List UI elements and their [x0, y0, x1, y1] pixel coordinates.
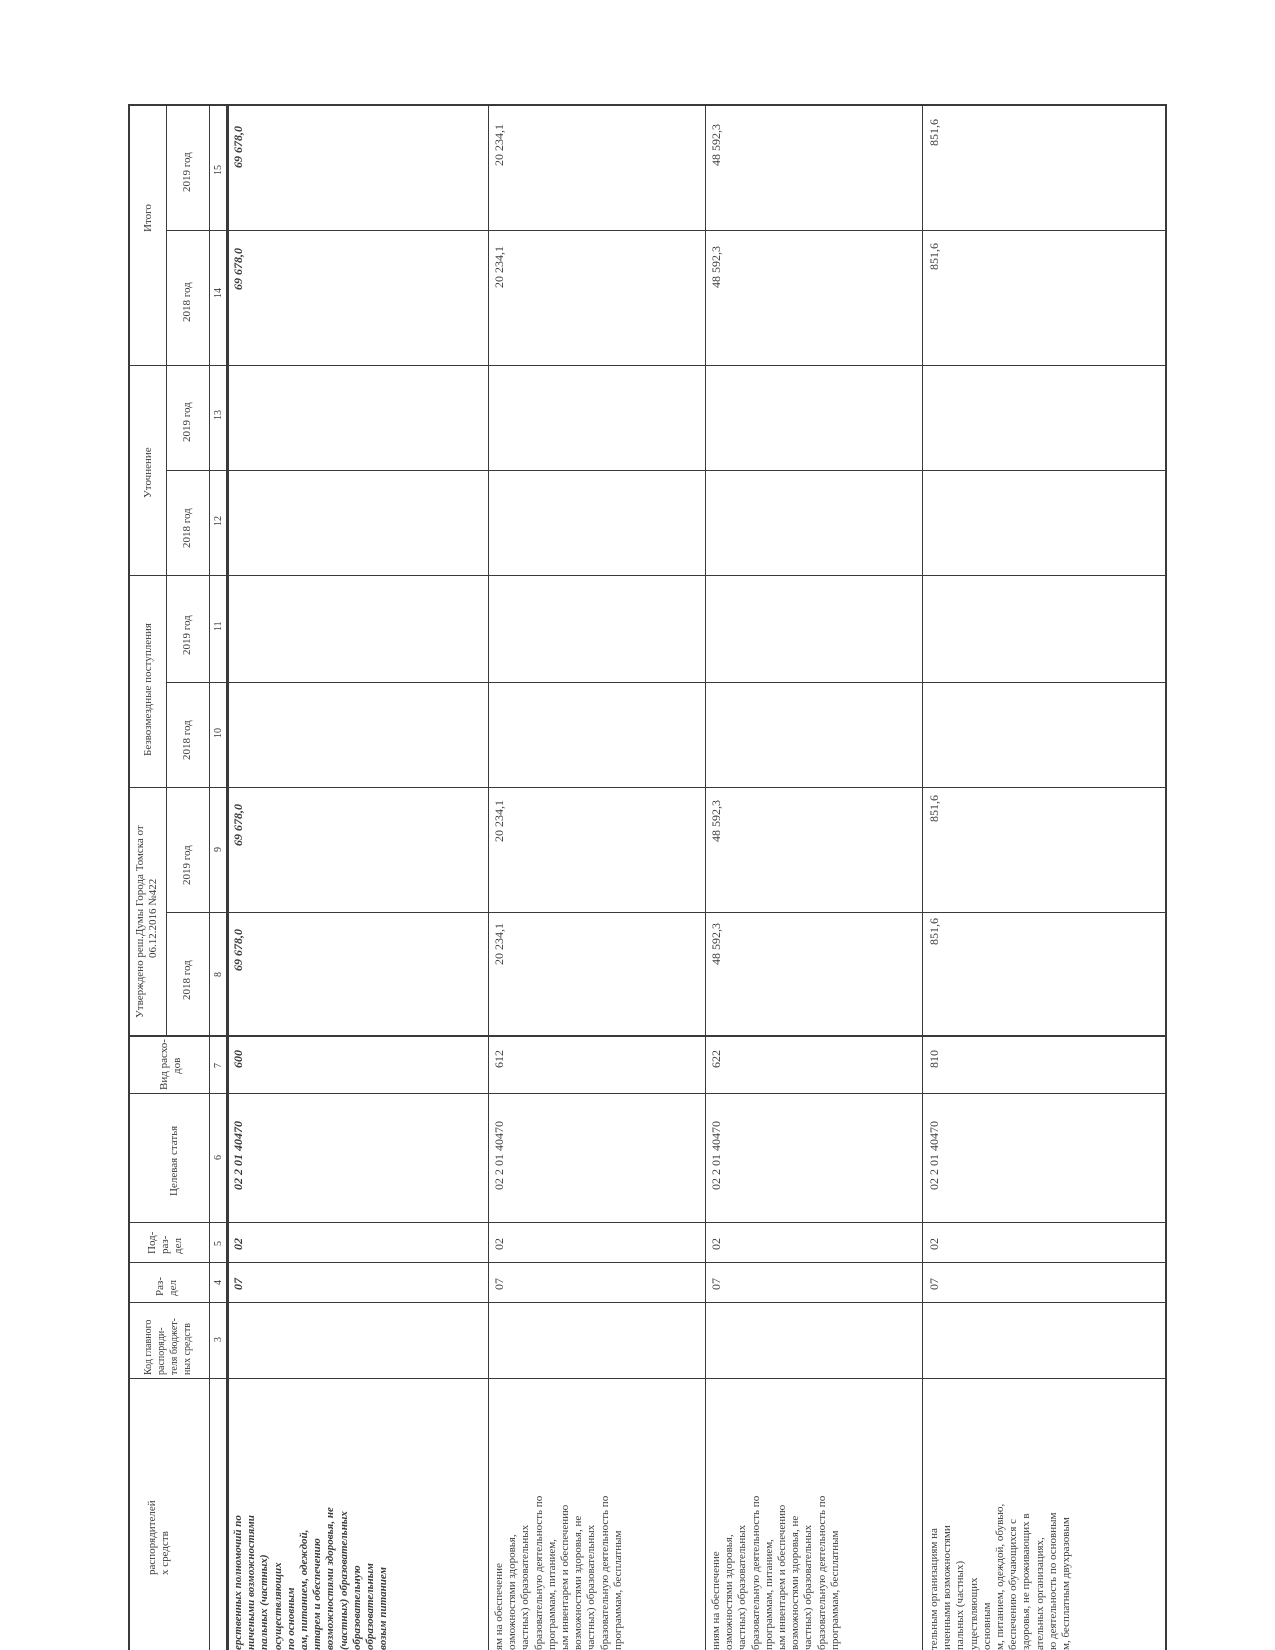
- row4-desc-line: м, бесплатным двухразовым: [1060, 1517, 1073, 1650]
- col-line-1035: [128, 1035, 1166, 1037]
- col-line-787: [128, 787, 1166, 788]
- row1-desc-line: возым питанием: [377, 1567, 390, 1650]
- row1-podrazdel: 02: [231, 1238, 245, 1250]
- row4-desc-line: уществляющих: [967, 1577, 980, 1650]
- col-line-1378: [128, 1378, 1166, 1379]
- row3-desc-line: ым инвентарем и обеспечению: [776, 1504, 789, 1650]
- row3-approved-2018: 48 592,3: [709, 923, 723, 965]
- colnum-4: 4: [213, 1280, 224, 1285]
- row1-desc-line: по основным: [284, 1587, 297, 1650]
- row-divider-2: [705, 104, 706, 1650]
- row2-description: [493, 1496, 625, 1650]
- row3-desc-line: ниям на обеспечение: [710, 1551, 722, 1650]
- col-line-1262: [128, 1262, 1166, 1263]
- row4-razdel: 07: [927, 1278, 941, 1290]
- row4-total-2019: 851,6: [927, 119, 941, 146]
- colnum-9: 9: [213, 847, 224, 852]
- year-2019-refine: 2019 год: [181, 402, 193, 442]
- header-target: Целевая статья: [168, 1125, 180, 1196]
- row1-razdel: 07: [231, 1278, 245, 1290]
- header-podrazdel-line-2: раз-: [159, 1235, 171, 1254]
- row4-podrazdel: 02: [927, 1238, 941, 1250]
- row4-description: [928, 1504, 1073, 1650]
- row1-desc-line: ничеными возможностями: [245, 1515, 258, 1650]
- row3-target: 02 2 01 40470: [709, 1121, 723, 1190]
- row1-description: [232, 1507, 390, 1650]
- table-border-left: [128, 104, 130, 1650]
- col-line-1222: [128, 1222, 1166, 1223]
- row3-desc-line: программам, бесплатным: [828, 1530, 841, 1650]
- header-podrazdel-line-3: дел: [172, 1238, 184, 1254]
- col-line-1302: [128, 1302, 1166, 1303]
- row2-desc-line: программам, питанием,: [545, 1539, 558, 1650]
- colnum-11: 11: [213, 621, 224, 631]
- row4-approved-2019: 851,6: [927, 795, 941, 822]
- header-code-line-4: ных средств: [182, 1323, 193, 1375]
- col-line-575: [128, 575, 1166, 576]
- group-divider-approved: [166, 787, 167, 1035]
- header-divider: [209, 104, 210, 1650]
- row4-desc-line: основным: [980, 1602, 993, 1650]
- header-code-line-3: теля бюджет-: [169, 1318, 180, 1375]
- row1-desc-line: пальных (частных): [258, 1554, 271, 1650]
- colnum-7: 7: [213, 1063, 224, 1068]
- header-razdel: [154, 1277, 180, 1296]
- row1-desc-line: (частных) образовательных: [337, 1511, 350, 1650]
- group-total-label: Итого: [142, 204, 154, 232]
- row3-desc-line: озможностями здоровья,: [723, 1534, 736, 1650]
- row4-vid: 810: [927, 1050, 941, 1068]
- row1-approved-2018: 69 678,0: [231, 929, 245, 971]
- row4-target: 02 2 01 40470: [927, 1121, 941, 1190]
- year-2019-nonbudget: 2019 год: [181, 615, 193, 655]
- group-approved-line-2: 06.12.2016 №422: [147, 878, 159, 958]
- row2-desc-line: программам, бесплатным: [611, 1530, 624, 1650]
- row3-vid: 622: [709, 1050, 723, 1068]
- colnum-8: 8: [213, 972, 224, 977]
- col-line-365: [128, 365, 1166, 366]
- row4-desc-line: беспечению обучающихся с: [1007, 1518, 1020, 1650]
- row2-desc-line: частных) образовательных: [519, 1524, 532, 1650]
- row2-desc-line: возможностями здоровья, не: [572, 1515, 585, 1650]
- year-2018-nonbudget: 2018 год: [181, 720, 193, 760]
- row2-razdel: 07: [492, 1278, 506, 1290]
- row4-desc-line: тельным организациям на: [928, 1528, 940, 1650]
- row1-desc-line: осуществляющих: [271, 1562, 284, 1650]
- row3-razdel: 07: [709, 1278, 723, 1290]
- row2-vid: 612: [492, 1050, 506, 1068]
- colnum-12: 12: [213, 516, 224, 526]
- header-razdel-line-1: Раз-: [154, 1276, 166, 1296]
- group-approved-line-1: Утверждено реш.Думы Города Томска от: [134, 825, 146, 1018]
- header-razdel-line-2: дел: [167, 1280, 179, 1296]
- row3-desc-line: частных) образовательных: [802, 1524, 815, 1650]
- year-2018-approved: 2018 год: [181, 960, 193, 1000]
- row3-desc-line: частных) образовательных: [736, 1524, 749, 1650]
- row2-desc-line: бразовательную деятельность по: [598, 1495, 611, 1650]
- row1-desc-line: возможностями здоровья, не: [324, 1507, 337, 1650]
- row2-desc-line: ям на обеспечение: [493, 1563, 505, 1650]
- row3-total-2019: 48 592,3: [709, 124, 723, 166]
- col-line-912: [166, 912, 1166, 913]
- row1-vid: 600: [231, 1050, 245, 1068]
- colnum-13: 13: [213, 410, 224, 420]
- header-podrazdel: [146, 1232, 185, 1254]
- row3-total-2018: 48 592,3: [709, 246, 723, 288]
- row1-total-2019: 69 678,0: [231, 126, 245, 168]
- col-line-682: [166, 682, 1166, 683]
- row2-total-2019: 20 234,1: [492, 124, 506, 166]
- table-border-right: [1165, 104, 1167, 1650]
- row3-desc-line: программам, питанием,: [762, 1539, 775, 1650]
- colnum-6: 6: [213, 1155, 224, 1160]
- header-podrazdel-line-1: Под-: [146, 1231, 158, 1254]
- header-vid-line-2: дов: [171, 1057, 183, 1074]
- col-line-1093: [128, 1093, 1166, 1094]
- row2-desc-line: частных) образовательных: [585, 1524, 598, 1650]
- row2-target: 02 2 01 40470: [492, 1121, 506, 1190]
- row1-desc-line: нтарем и обеспечению: [311, 1538, 324, 1650]
- colnum-3: 3: [213, 1337, 224, 1342]
- row-divider-1: [488, 104, 489, 1650]
- header-code-line-2: распоряди-: [156, 1327, 167, 1375]
- row-divider-3: [922, 104, 923, 1650]
- year-2019-approved: 2019 год: [181, 845, 193, 885]
- row2-desc-line: бразовательную деятельность по: [532, 1495, 545, 1650]
- year-2018-total: 2018 год: [181, 282, 193, 322]
- row4-desc-line: пальных (частных): [954, 1560, 967, 1650]
- col-line-470: [166, 470, 1166, 471]
- row2-approved-2019: 20 234,1: [492, 800, 506, 842]
- group-nonbudget-label: Безвозмездные поступления: [142, 623, 154, 756]
- group-divider-nonbudget: [166, 575, 167, 787]
- header-vid: [158, 1039, 184, 1090]
- row4-total-2018: 851,6: [927, 243, 941, 270]
- row1-desc-line: ам, питанием, одеждой,: [298, 1529, 311, 1650]
- group-refine-label: Уточнение: [142, 447, 154, 498]
- group-approved-label: [134, 825, 160, 1018]
- row2-desc-line: ым инвентарем и обеспечению: [559, 1504, 572, 1650]
- row1-desc-line: ерственных полномочий по: [232, 1515, 244, 1650]
- col-line-230: [166, 230, 1166, 231]
- row3-desc-line: возможностями здоровья, не: [789, 1515, 802, 1650]
- table-border-top: [128, 104, 1167, 106]
- row2-podrazdel: 02: [492, 1238, 506, 1250]
- colnum-5: 5: [213, 1241, 224, 1246]
- colnum-14: 14: [213, 288, 224, 298]
- row4-desc-line: здоровья, не проживающих в: [1020, 1513, 1033, 1650]
- year-2019-total: 2019 год: [181, 152, 193, 192]
- row3-podrazdel: 02: [709, 1238, 723, 1250]
- header-code-line-1: Код главного: [143, 1319, 154, 1375]
- row4-desc-line: иченными возможностями: [941, 1525, 954, 1650]
- colnum-15: 15: [213, 165, 224, 175]
- row4-desc-line: м, питанием, одеждой, обувью,: [994, 1503, 1007, 1650]
- row4-desc-line: ательных организациях,: [1033, 1537, 1046, 1650]
- header-name-line-2: х средств: [159, 1531, 171, 1575]
- header-vid-line-1: Вид расхо-: [158, 1039, 170, 1090]
- colnum-10: 10: [213, 728, 224, 738]
- row1-approved-2019: 69 678,0: [231, 804, 245, 846]
- colnum-divider: [226, 104, 229, 1650]
- row3-desc-line: бразовательную деятельность по: [749, 1495, 762, 1650]
- row1-desc-line: образовательным: [364, 1563, 377, 1650]
- header-code: [142, 1318, 194, 1375]
- header-name: [146, 1500, 172, 1650]
- row1-total-2018: 69 678,0: [231, 248, 245, 290]
- row2-desc-line: озможностями здоровья,: [506, 1534, 519, 1650]
- header-name-line-1: распорядителей: [146, 1500, 158, 1575]
- row1-target: 02 2 01 40470: [231, 1121, 245, 1190]
- row1-desc-line: образовательную: [350, 1565, 363, 1650]
- group-divider-total: [166, 104, 167, 365]
- row2-approved-2018: 20 234,1: [492, 923, 506, 965]
- row3-approved-2019: 48 592,3: [709, 800, 723, 842]
- row3-desc-line: бразовательную деятельность по: [815, 1495, 828, 1650]
- row2-total-2018: 20 234,1: [492, 246, 506, 288]
- row4-approved-2018: 851,6: [927, 918, 941, 945]
- row3-description: [710, 1496, 842, 1650]
- row4-desc-line: ю деятельность по основным: [1046, 1512, 1059, 1650]
- year-2018-refine: 2018 год: [181, 508, 193, 548]
